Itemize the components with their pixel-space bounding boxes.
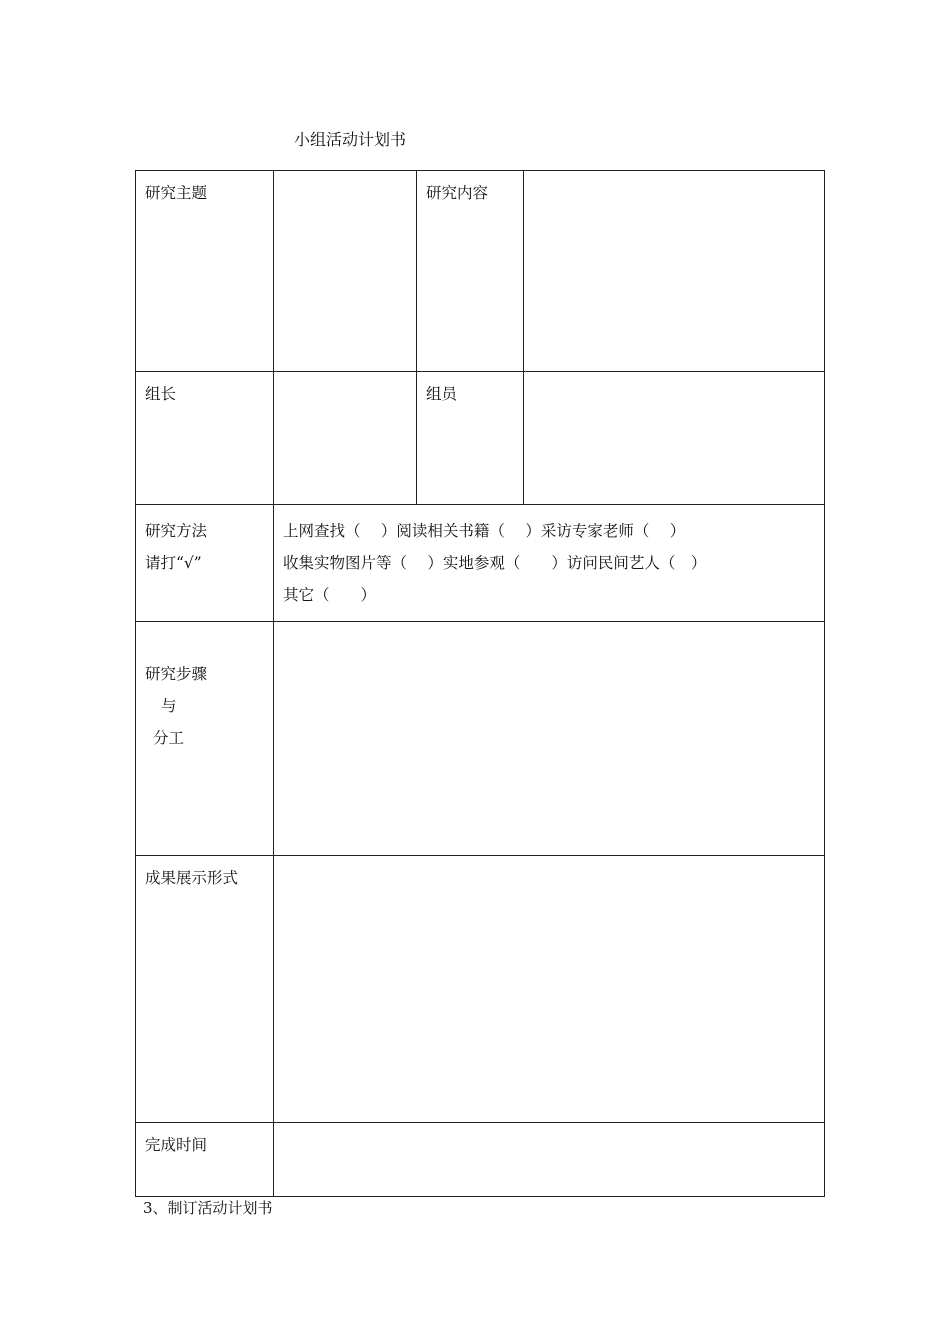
content-field[interactable] — [524, 171, 825, 372]
leader-label: 组长 — [136, 372, 274, 505]
results-field[interactable] — [274, 856, 825, 1123]
topic-field[interactable] — [274, 171, 417, 372]
row-steps — [136, 622, 825, 856]
steps-label-cell — [136, 622, 274, 856]
method-label: 研究方法 — [145, 522, 208, 540]
leader-field[interactable] — [274, 372, 417, 505]
method-instruction: 请打“√” — [145, 554, 202, 572]
method-options-cell[interactable] — [274, 505, 825, 622]
steps-label: 研究步骤 — [145, 665, 208, 683]
row-results — [136, 856, 825, 1123]
results-label: 成果展示形式 — [136, 856, 274, 1123]
finish-label: 完成时间 — [136, 1123, 274, 1197]
members-label: 组员 — [417, 372, 524, 505]
method-options-line-2: 收集实物图片等（ ）实地参观（ ）访问民间艺人（ ） — [283, 554, 707, 572]
row-method — [136, 505, 825, 622]
method-options-line-3: 其它（ ） — [283, 586, 377, 604]
finish-field[interactable] — [274, 1123, 825, 1197]
page-title: 小组活动计划书 — [294, 130, 407, 149]
content-label: 研究内容 — [417, 171, 524, 372]
row-topic — [136, 171, 825, 372]
steps-label-division: 分工 — [153, 729, 185, 747]
row-group — [136, 372, 825, 505]
topic-label: 研究主题 — [136, 171, 274, 372]
section-heading: 3、制订活动计划书 — [143, 1199, 273, 1217]
row-finish — [136, 1123, 825, 1197]
activity-plan-table — [135, 170, 825, 1197]
method-options-line-1: 上网查找（ ）阅读相关书籍（ ）采访专家老师（ ） — [283, 522, 686, 540]
members-field[interactable] — [524, 372, 825, 505]
steps-label-and: 与 — [161, 697, 177, 715]
steps-field[interactable] — [274, 622, 825, 856]
method-label-cell — [136, 505, 274, 622]
